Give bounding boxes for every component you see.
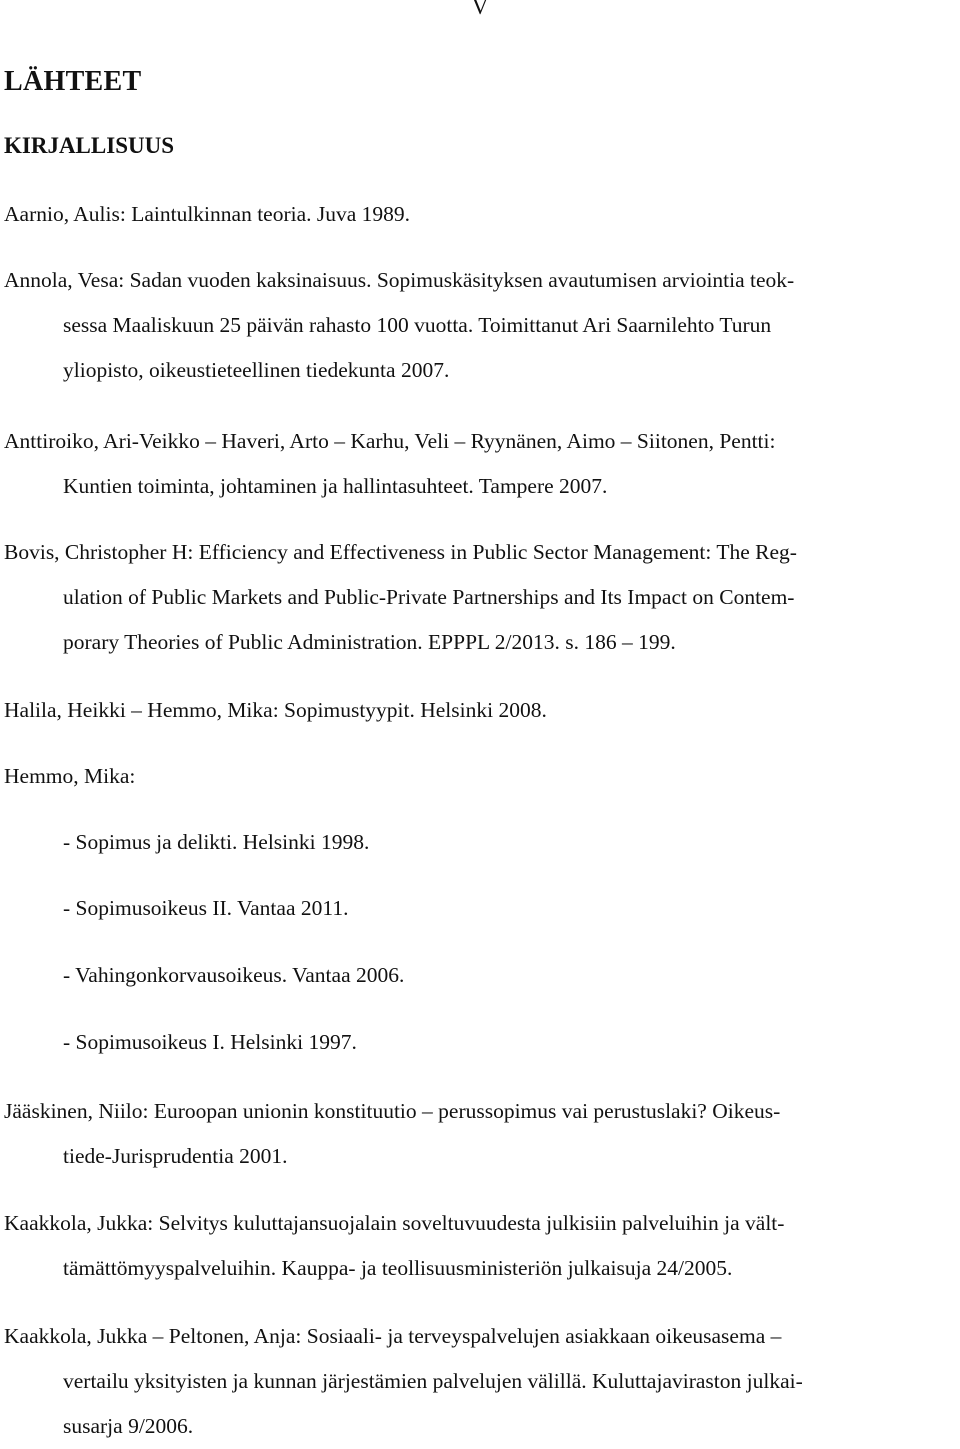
reference-line: Anttiroiko, Ari-Veikko – Haveri, Arto – Karhu, Veli – Ryynänen, Aimo – Siitonen, Pentti: [4,429,776,453]
reference-line: - Sopimus ja delikti. Helsinki 1998. [63,830,370,854]
reference-entry-anttiroiko [4,419,958,509]
reference-line: Bovis, Christopher H: Efficiency and Effectiveness in Public Sector Management: The Reg- [4,540,797,564]
reference-entry-hemmo [4,754,958,799]
reference-entry-annola [4,258,958,393]
section-heading: KIRJALLISUUS [4,133,174,158]
reference-line: Aarnio, Aulis: Laintulkinnan teoria. Juva 1989. [4,202,411,226]
reference-entry-halila [4,688,958,733]
reference-entry-aarnio [4,192,958,237]
reference-entry-bovis [4,530,958,665]
reference-line: susarja 9/2006. [63,1414,194,1438]
reference-entry-kaakkola-2005 [4,1201,958,1291]
reference-line: Annola, Vesa: Sadan vuoden kaksinaisuus. Sopimuskäsityksen avautumisen arviointia teok- [4,268,795,292]
reference-subentry [4,886,958,931]
reference-entry-kaakkola-peltonen [4,1314,958,1449]
reference-line: Kuntien toiminta, johtaminen ja hallintasuhteet. Tampere 2007. [63,474,608,498]
reference-line: Jääskinen, Niilo: Euroopan unionin konstituutio – perussopimus vai perustuslaki? Oikeus- [4,1099,781,1123]
reference-line: Kaakkola, Jukka: Selvitys kuluttajansuojalain soveltuvuudesta julkisiin palveluihin ja vält- [4,1211,785,1235]
reference-line: Kaakkola, Jukka – Peltonen, Anja: Sosiaali- ja terveyspalvelujen asiakkaan oikeusasema – [4,1324,782,1348]
reference-line: Hemmo, Mika: [4,764,136,788]
reference-subentry [4,953,958,998]
page-title: LÄHTEET [4,66,142,97]
reference-subentry [4,820,958,865]
reference-subentry [4,1020,958,1065]
reference-line: tämättömyyspalveluihin. Kauppa- ja teollisuusministeriön julkaisuja 24/2005. [63,1256,733,1280]
reference-line: vertailu yksityisten ja kunnan järjestämien palvelujen välillä. Kuluttajaviraston julkai- [63,1369,803,1393]
reference-line: yliopisto, oikeustieteellinen tiedekunta 2007. [63,358,450,382]
page-number: V [471,0,489,19]
reference-line: sessa Maaliskuun 25 päivän rahasto 100 vuotta. Toimittanut Ari Saarnilehto Turun [63,313,772,337]
reference-line: tiede-Jurisprudentia 2001. [63,1144,288,1168]
reference-line: ulation of Public Markets and Public-Private Partnerships and Its Impact on Contem- [63,585,795,609]
reference-line: - Sopimusoikeus I. Helsinki 1997. [63,1030,357,1054]
reference-line: porary Theories of Public Administration. EPPPL 2/2013. s. 186 – 199. [63,630,676,654]
reference-line: Halila, Heikki – Hemmo, Mika: Sopimustyypit. Helsinki 2008. [4,698,547,722]
reference-entry-jaaskinen [4,1089,958,1179]
reference-line: - Sopimusoikeus II. Vantaa 2011. [63,896,349,920]
reference-line: - Vahingonkorvausoikeus. Vantaa 2006. [63,963,405,987]
